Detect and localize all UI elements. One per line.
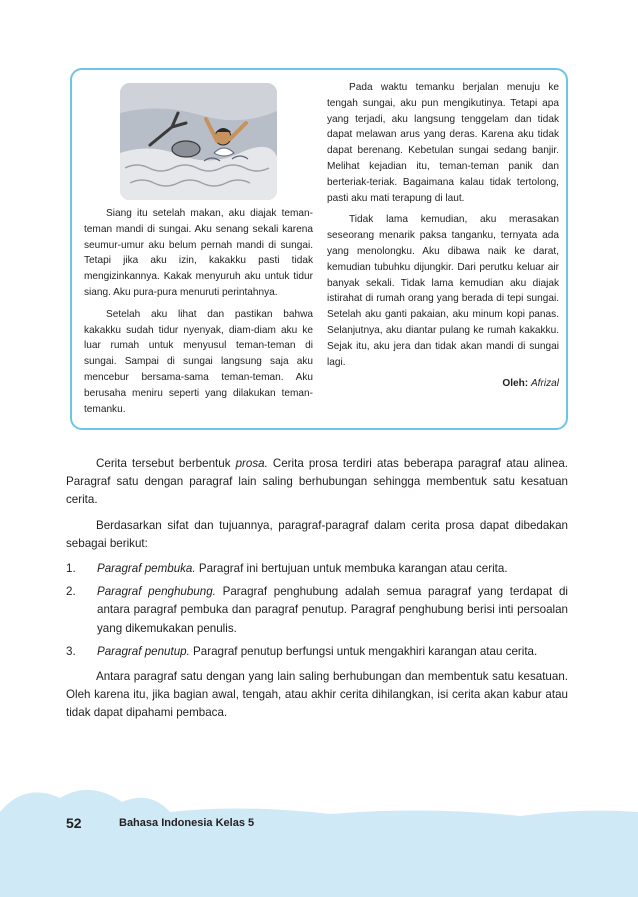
story-author (327, 376, 559, 392)
paragraph-conclusion: Antara paragraf satu dengan yang lain saling berhubungan dan membentuk satu kesatuan. Oleh karena itu, jika bagian awal, tengah, atau akhir cerita dihilangkan, isi cerita akan kabur atau tidak dapat dipahami pembaca. (66, 670, 568, 720)
list-number: 3. (66, 644, 76, 658)
list-term: Paragraf penutup. (97, 644, 190, 658)
list-item (66, 560, 568, 578)
intro-text: Cerita tersebut berbentuk (96, 457, 236, 470)
story-paragraph: Pada waktu temanku berjalan menuju ke tengah sungai, aku pun mengikutinya. Tetapi apa yang terjadi, aku langsung tenggelam dan tidak dapat melawan arus yang deras. Karena aku tidak dapat berenang. Kebetulan sungai sedang banjir. Melihat kejadian itu, teman-teman panik dan berteriak-teriak. Bagaimana kalau tidak tertolong, pasti aku mati terapung di laut. (327, 82, 559, 204)
paragraph-types-intro: Berdasarkan sifat dan tujuannya, paragraf-paragraf dalam cerita prosa dapat dibedakan sebagai berikut: (66, 518, 568, 550)
story-paragraph: Tidak lama kemudian, aku merasakan seseorang menarik paksa tanganku, ternyata ada yang menolongku. Aku dibawa naik ke darat, kemudian tubuhku dijungkir. Dari perutku keluar air banyak sekali. Tidak lama kemudian aku diajak istirahat di rumah orang yang berada di tepi sungai. Setelah aku ganti pakaian, aku minum kopi panas. Selanjutnya, aku diantar pulang ke rumah kakakku. Sejak itu, aku jera dan tidak akan mandi di sungai lagi. (327, 214, 559, 368)
paragraph-types-list (66, 560, 568, 661)
list-number: 2. (66, 585, 76, 599)
list-term: Paragraf pembuka. (97, 562, 196, 576)
list-item (66, 643, 568, 661)
story-box (70, 68, 568, 430)
list-number: 1. (66, 562, 76, 576)
cloud-decoration (0, 772, 638, 897)
lesson-text (66, 455, 568, 730)
list-desc: Paragraf penghubung adalah semua paragraf yang terdapat di antara paragraf pembuka dan paragraf penutup. Paragraf penghubung berisi inti persoalan yang dikemukakan penulis. (97, 585, 569, 635)
book-title: Bahasa Indonesia Kelas 5 (119, 817, 255, 829)
drowning-boy-illustration (120, 83, 277, 200)
list-item (66, 583, 568, 638)
paragraph-intro (66, 455, 568, 510)
author-label: Oleh: (502, 378, 529, 390)
list-desc: Paragraf ini bertujuan untuk membuka karangan atau cerita. (195, 562, 508, 576)
story-right-column (327, 80, 559, 392)
river-drawing (120, 83, 277, 200)
story-paragraph: Setelah aku lihat dan pastikan bahwa kakakku sudah tidur nyenyak, diam-diam aku ke luar rumah untuk menyusul teman-teman di sungai. Sampai di sungai langsung saja aku mencebur bersama-sama teman-teman. Aku berusaha meniru seperti yang dilakukan teman-temanku. (84, 308, 313, 415)
story-paragraph: Siang itu setelah makan, aku diajak teman-teman mandi di sungai. Aku senang sekali karena seumur-umur aku belum pernah mandi di sungai. Tetapi jika aku izin, kakakku pasti tidak mengizinkannya. Kakak menyuruh aku untuk tidur siang. Aku pura-pura menuruti perintahnya. (84, 208, 313, 298)
list-term: Paragraf penghubung. (97, 585, 216, 599)
story-left-column (84, 206, 313, 423)
intro-text-cont: Cerita prosa terdiri atas beberapa paragraf atau alinea. Paragraf satu dengan paragraf lain saling berhubungan sehingga membentuk satu kesatuan cerita. (66, 457, 568, 507)
list-desc: Paragraf penutup berfungsi untuk mengakhiri karangan atau cerita. (189, 644, 538, 658)
author-name: Afrizal (530, 378, 559, 390)
prosa-term: prosa. (235, 457, 268, 470)
page-number: 52 (66, 815, 82, 831)
